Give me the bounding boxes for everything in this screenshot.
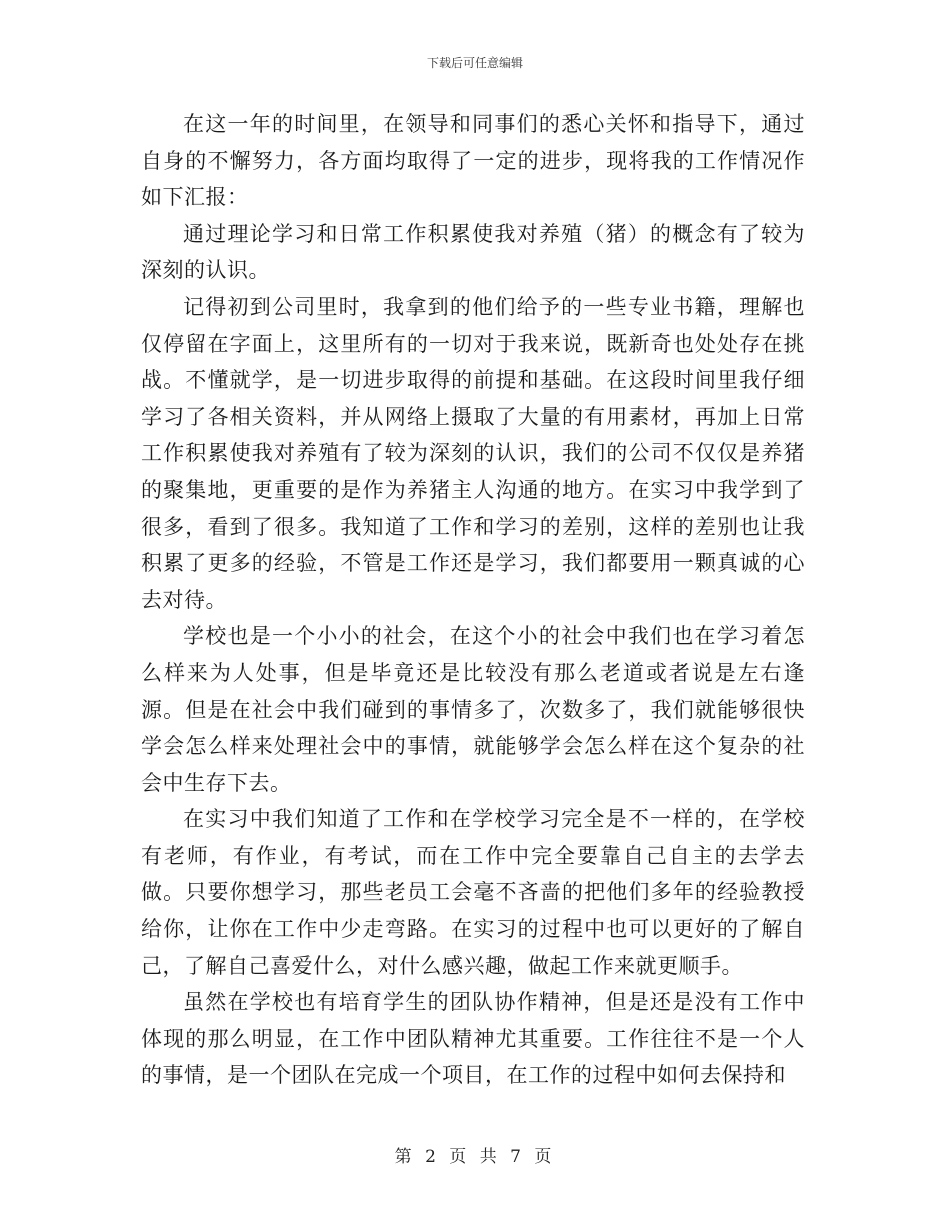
paragraph: 虽然在学校也有培育学生的团队协作精神，但是还是没有工作中体现的那么明显，在工作中团队精神尤其重要。工作往往不是一个人的事情，是一个团队在完成一个项目，在工作的过程中如何去保持和 [141, 990, 805, 1088]
paragraph: 在这一年的时间里，在领导和同事们的悉心关怀和指导下，通过自身的不懈努力，各方面均取得了一定的进步，现将我的工作情况作如下汇报： [141, 112, 805, 210]
paragraph: 通过理论学习和日常工作积累使我对养殖（猪）的概念有了较为深刻的认识。 [141, 221, 805, 283]
page-header: 下载后可任意编辑 [426, 56, 523, 70]
paragraph: 学校也是一个小小的社会，在这个小的社会中我们也在学习着怎么样来为人处事，但是毕竟还是比较没有那么老道或者说是左右逢源。但是在社会中我们碰到的事情多了，次数多了，我们就能够很快学会怎么样来处理社会中的事情，就能够学会怎么样在这个复杂的社会中生存下去。 [141, 624, 805, 795]
paragraph: 记得初到公司里时，我拿到的他们给予的一些专业书籍，理解也仅停留在字面上，这里所有的一切对于我来说，既新奇也处处存在挑战。不懂就学，是一切进步取得的前提和基础。在这段时间里我仔细学习了各相关资料，并从网络上摄取了大量的有用素材，再加上日常工作积累使我对养殖有了较为深刻的认识，我们的公司不仅仅是养猪的聚集地，更重要的是作为养猪主人沟通的地方。在实习中我学到了很多，看到了很多。我知道了工作和学习的差别，这样的差别也让我积累了更多的经验，不管是工作还是学习，我们都要用一颗真诚的心去对待。 [141, 294, 805, 612]
paragraph: 在实习中我们知道了工作和在学校学习完全是不一样的，在学校有老师，有作业，有考试，而在工作中完全要靠自己自主的去学去做。只要你想学习，那些老员工会毫不吝啬的把他们多年的经验教授给你，让你在工作中少走弯路。在实习的过程中也可以更好的了解自己，了解自己喜爱什么，对什么感兴趣，做起工作来就更顺手。 [141, 807, 805, 978]
document-body [141, 106, 805, 1094]
page-footer: 第 2 页 共 7 页 [394, 1147, 556, 1167]
